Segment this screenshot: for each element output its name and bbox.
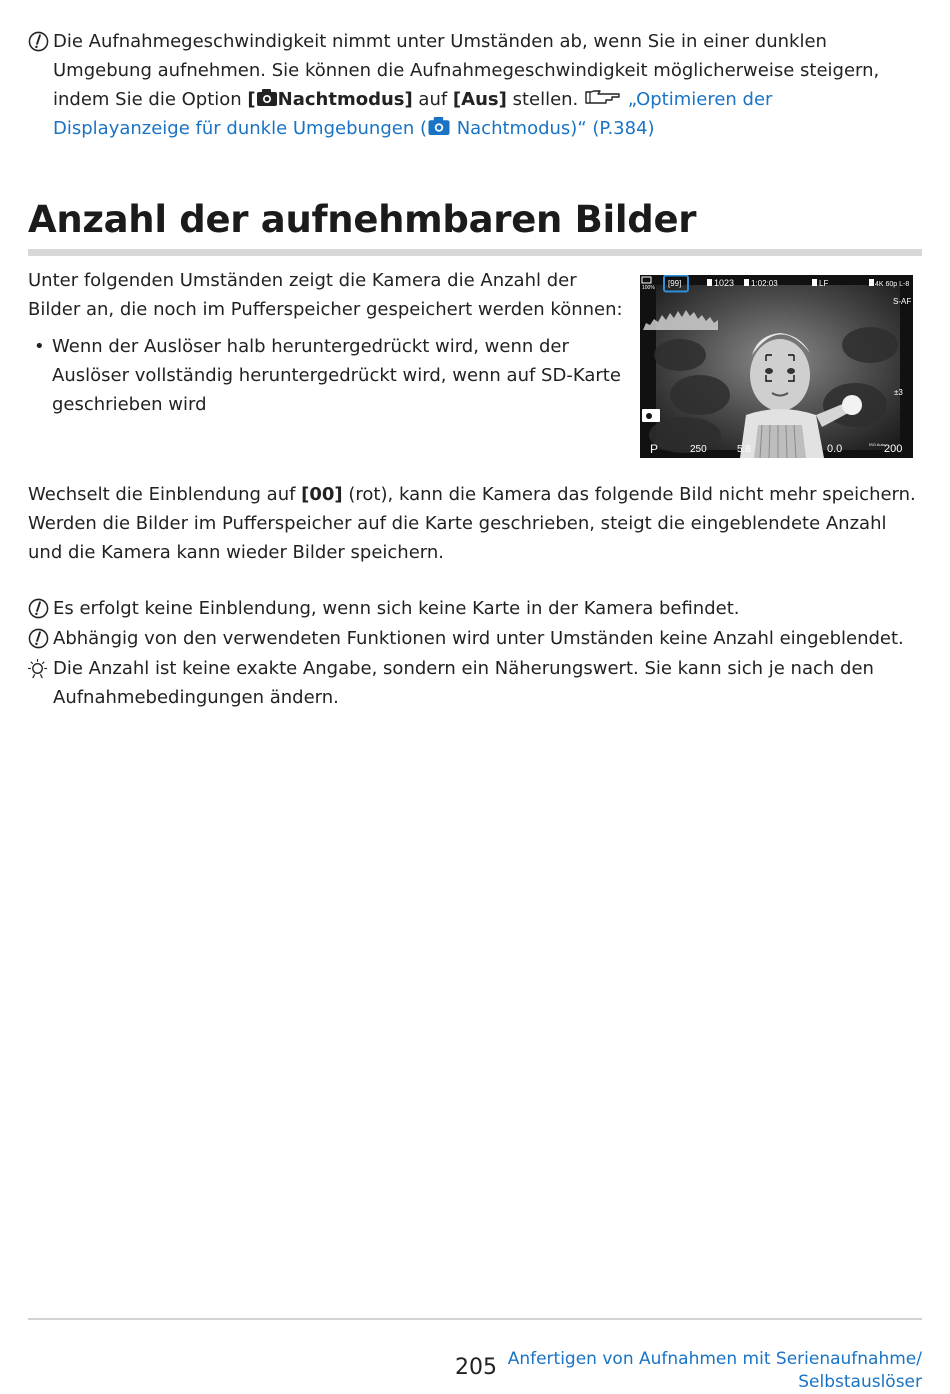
page-number: 205 [455, 1355, 497, 1380]
camera-icon [427, 116, 451, 136]
aperture: 5.6 [737, 444, 751, 455]
shutter-speed: 250 [690, 444, 707, 455]
caution-icon [28, 598, 49, 619]
heading-divider [28, 249, 922, 256]
intro-paragraph: Unter folgenden Umständen zeigt die Kamera die Anzahl der Bilder an, die noch im Pufferspeicher gespeichert werden können: [28, 270, 623, 320]
buffer-paragraph: Wechselt die Einblendung auf [00] (rot), kann die Kamera das folgende Bild nicht mehr speichern. Werden die Bilder im Pufferspeicher auf die Karte geschrieben, steigt die eingeblendete Anzahl und die Kamera kann wieder Bilder speichern. [28, 484, 916, 563]
tip-icon [28, 658, 49, 679]
footer-divider [28, 1318, 922, 1320]
image-quality: LF [819, 279, 829, 288]
bullet-item [28, 332, 623, 419]
pointing-hand-icon [584, 88, 622, 106]
chapter-link[interactable]: Anfertigen von Aufnahmen mit Serienaufnahme/ Selbstauslöser [507, 1349, 922, 1392]
iso-value: 200 [884, 443, 903, 455]
battery-level: 100% [642, 285, 655, 291]
note-text: Abhängig von den verwendeten Funktionen wird unter Umständen keine Anzahl eingeblendet. [53, 628, 904, 649]
flash-compensation: ±3 [894, 388, 903, 397]
caution-note [28, 594, 908, 623]
caution-note [28, 624, 908, 653]
reference-link[interactable]: „Optimieren der Displayanzeige für dunkle Umgebungen ( Nachtmodus)“ (P.384) [53, 89, 773, 139]
caution-icon [28, 628, 49, 649]
shooting-mode: P [650, 442, 659, 456]
iso-label: ISO Auto [869, 442, 886, 447]
exposure-compensation: 0.0 [827, 443, 843, 455]
camera-icon [256, 88, 278, 107]
section-heading: Anzahl der aufnehmbaren Bilder [28, 198, 697, 241]
tip-note [28, 654, 908, 712]
note-text: Die Anzahl ist keine exakte Angabe, sondern ein Näherungswert. Sie kann sich je nach den Aufnahmebedingungen ändern. [53, 658, 874, 708]
bullet-dot: • [34, 336, 45, 357]
caution-note [28, 27, 908, 143]
buffer-count: [99] [668, 279, 682, 288]
bullet-text: Wenn der Auslöser halb heruntergedrückt wird, wenn der Auslöser vollständig heruntergedrückt wird, wenn auf SD-Karte geschrieben wird [52, 336, 621, 415]
movie-time: 1:02:03 [751, 279, 778, 288]
caution-icon [28, 31, 49, 52]
camera-display-screenshot [640, 275, 913, 458]
af-mode: S-AF [893, 297, 912, 306]
video-mode: 4K 60p L-8 [875, 281, 910, 288]
note-text: Die Aufnahmegeschwindigkeit nimmt unter Umständen ab, wenn Sie in einer dunklen Umgebung aufnehmen. Sie können die Aufnahmegeschwindigkeit möglicherweise steigern, indem Sie die Option [ Nachtmodus] auf [Aus] stellen. „Optimieren der Displayanzeige für dunkle Umgebungen ( Nachtmodus)“ (P.384) [53, 31, 880, 139]
note-text: Es erfolgt keine Einblendung, wenn sich keine Karte in der Kamera befindet. [53, 598, 740, 619]
remaining-shots: 1023 [714, 278, 735, 288]
